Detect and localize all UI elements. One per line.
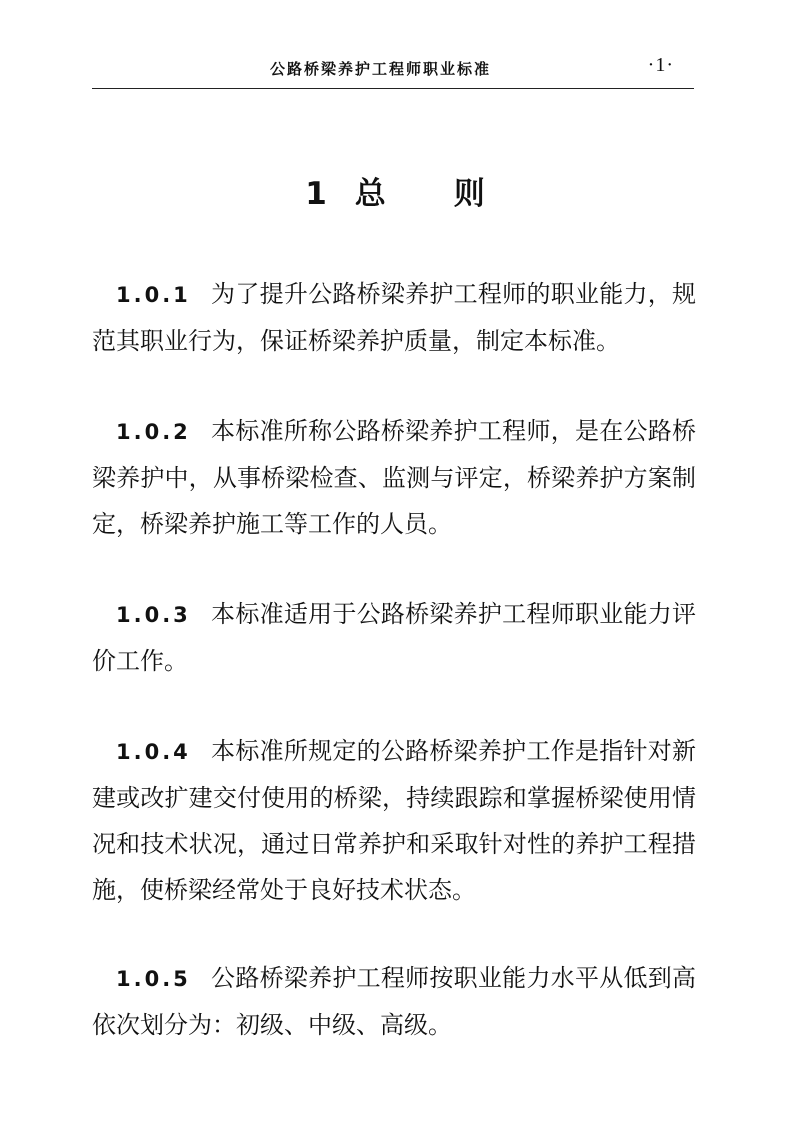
- section-1-0-3: [92, 591, 696, 684]
- chapter-title: [0, 168, 790, 213]
- section-text: 本标准所规定的公路桥梁养护工作是指针对新建或改扩建交付使用的桥梁，持续跟踪和掌握桥梁使用情况和技术状况，通过日常养护和采取针对性的养护工程措施，使桥梁经常处于良好技术状态。: [92, 737, 696, 904]
- section-text: 为了提升公路桥梁养护工程师的职业能力，规范其职业行为，保证桥梁养护质量，制定本标准。: [92, 280, 696, 355]
- running-header: [92, 54, 694, 89]
- page-number: ·1·: [647, 54, 674, 76]
- section-text: 本标准适用于公路桥梁养护工程师职业能力评价工作。: [92, 600, 696, 675]
- chapter-title-char-1: 总: [354, 176, 386, 212]
- section-1-0-5: [92, 955, 696, 1048]
- section-text: 公路桥梁养护工程师按职业能力水平从低到高依次划分为：初级、中级、高级。: [92, 964, 696, 1039]
- section-1-0-1: [92, 271, 696, 364]
- section-number: 1.0.2: [116, 420, 191, 444]
- section-number: 1.0.3: [116, 603, 191, 627]
- section-1-0-2: [92, 408, 696, 547]
- section-text: 本标准所称公路桥梁养护工程师，是在公路桥梁养护中，从事桥梁检查、监测与评定，桥梁养护方案制定，桥梁养护施工等工作的人员。: [92, 417, 696, 538]
- section-number: 1.0.4: [116, 740, 191, 764]
- section-number: 1.0.1: [116, 283, 191, 307]
- chapter-title-char-2: 则: [453, 176, 485, 212]
- chapter-number: 1: [305, 176, 327, 212]
- header-title: 公路桥梁养护工程师职业标准: [270, 60, 492, 78]
- section-number: 1.0.5: [116, 967, 191, 991]
- section-1-0-4: [92, 728, 696, 913]
